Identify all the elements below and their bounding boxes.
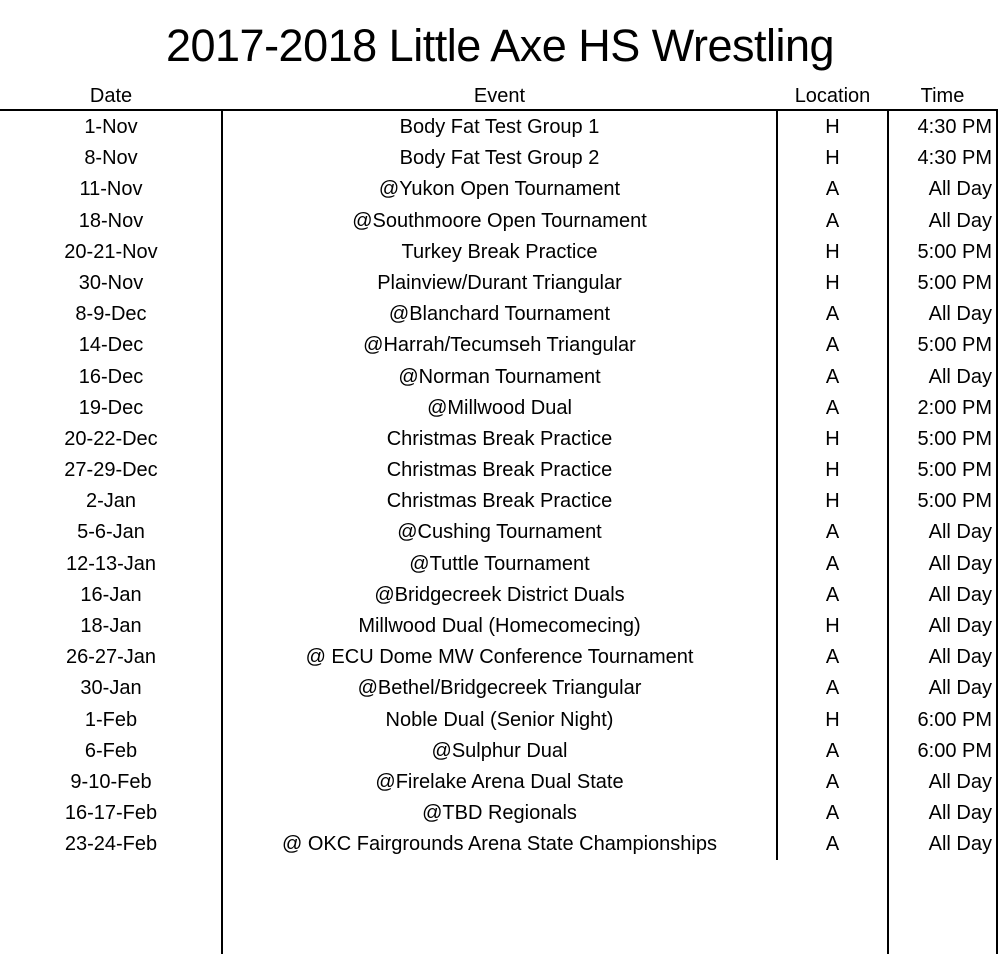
cell-event: @Yukon Open Tournament xyxy=(378,178,621,201)
schedule-table-body xyxy=(0,112,1000,861)
cell-location: A xyxy=(825,552,840,575)
table-row xyxy=(0,206,1000,237)
cell-location: H xyxy=(825,116,840,138)
cell-time: 5:00 PM xyxy=(917,240,992,263)
cell-event: @Bridgecreek District Duals xyxy=(374,583,625,606)
cell-event: @ OKC Fairgrounds Arena State Championships xyxy=(282,833,717,856)
cell-event: Christmas Break Practice xyxy=(386,490,613,513)
cell-time: 5:00 PM xyxy=(917,271,992,294)
cell-time: All Day xyxy=(928,209,992,232)
cell-event: @Cushing Tournament xyxy=(397,521,602,544)
cell-date: 16-Dec xyxy=(78,365,144,388)
cell-time: 6:00 PM xyxy=(917,739,992,762)
cell-event: @TBD Regionals xyxy=(422,802,577,825)
cell-time: All Day xyxy=(928,583,992,606)
cell-event: @Tuttle Tournament xyxy=(409,552,590,575)
cell-time: All Day xyxy=(928,521,992,544)
cell-date: 20-21-Nov xyxy=(64,240,158,263)
cell-date: 16-17-Feb xyxy=(64,802,158,825)
cell-time: All Day xyxy=(928,178,992,201)
table-row xyxy=(0,237,1000,268)
table-row xyxy=(0,673,1000,704)
page-title: 2017-2018 Little Axe HS Wrestling xyxy=(165,20,835,71)
cell-event: Body Fat Test Group 2 xyxy=(399,147,600,170)
cell-date: 1-Feb xyxy=(84,708,138,731)
table-row xyxy=(0,393,1000,424)
cell-date: 12-13-Jan xyxy=(65,552,157,575)
cell-location: A xyxy=(825,396,840,419)
cell-location: A xyxy=(825,802,840,825)
cell-date: 6-Feb xyxy=(84,739,138,762)
cell-date: 30-Jan xyxy=(80,677,142,700)
cell-time: All Day xyxy=(928,833,992,856)
cell-time: 2:00 PM xyxy=(917,396,992,419)
cell-time: 5:00 PM xyxy=(917,490,992,513)
cell-time: All Day xyxy=(928,677,992,700)
cell-date: 18-Nov xyxy=(78,209,144,232)
table-row xyxy=(0,268,1000,299)
cell-date: 5-6-Jan xyxy=(77,521,145,544)
cell-location: A xyxy=(825,334,840,357)
cell-event: Turkey Break Practice xyxy=(401,240,598,263)
cell-date: 8-9-Dec xyxy=(75,303,147,326)
cell-location: H xyxy=(825,271,840,294)
cell-time: 4:30 PM xyxy=(917,147,992,170)
table-row xyxy=(0,736,1000,767)
cell-location: A xyxy=(825,178,840,201)
cell-event: Millwood Dual (Homecomecing) xyxy=(358,615,641,637)
cell-date: 23-24-Feb xyxy=(64,833,158,856)
cell-location: H xyxy=(825,708,840,731)
cell-date: 2-Jan xyxy=(85,490,137,513)
cell-time: 6:00 PM xyxy=(917,708,992,731)
table-row xyxy=(0,798,1000,829)
cell-date: 11-Nov xyxy=(79,178,143,201)
cell-event: @Blanchard Tournament xyxy=(388,303,611,326)
cell-time: All Day xyxy=(928,303,992,326)
cell-location: H xyxy=(825,147,840,170)
cell-date: 1-Nov xyxy=(84,116,138,138)
cell-date: 30-Nov xyxy=(78,271,144,294)
cell-event: @Millwood Dual xyxy=(427,396,572,419)
table-row xyxy=(0,829,1000,860)
cell-event: Christmas Break Practice xyxy=(386,459,613,482)
cell-date: 14-Dec xyxy=(78,334,144,357)
cell-time: All Day xyxy=(928,802,992,825)
table-row xyxy=(0,362,1000,393)
table-row xyxy=(0,580,1000,611)
cell-time: 5:00 PM xyxy=(917,334,992,357)
cell-location: H xyxy=(825,459,840,482)
cell-date: 19-Dec xyxy=(78,396,144,419)
cell-location: H xyxy=(825,490,840,513)
cell-time: 5:00 PM xyxy=(917,459,992,482)
cell-date: 27-29-Dec xyxy=(64,459,158,482)
cell-event: Noble Dual (Senior Night) xyxy=(385,708,614,731)
column-header-event: Event xyxy=(473,85,526,107)
cell-event: Body Fat Test Group 1 xyxy=(399,116,600,138)
cell-location: H xyxy=(825,240,840,263)
cell-location: A xyxy=(825,677,840,700)
cell-location: A xyxy=(825,739,840,762)
cell-event: @ ECU Dome MW Conference Tournament xyxy=(305,646,694,669)
cell-location: A xyxy=(825,583,840,606)
cell-date: 16-Jan xyxy=(80,583,142,606)
cell-location: A xyxy=(825,646,840,669)
table-row xyxy=(0,143,1000,174)
table-row xyxy=(0,611,1000,642)
cell-date: 9-10-Feb xyxy=(70,770,152,793)
cell-event: @Firelake Arena Dual State xyxy=(375,770,624,793)
cell-event: @Southmoore Open Tournament xyxy=(352,209,647,232)
table-row xyxy=(0,330,1000,361)
column-header-time: Time xyxy=(920,85,965,107)
table-row xyxy=(0,705,1000,736)
table-row xyxy=(0,642,1000,673)
column-header-location: Location xyxy=(794,85,871,107)
header-divider xyxy=(0,109,998,111)
table-row xyxy=(0,517,1000,548)
cell-time: All Day xyxy=(928,615,992,637)
cell-date: 20-22-Dec xyxy=(64,427,158,450)
cell-location: A xyxy=(825,303,840,326)
cell-event: Plainview/Durant Triangular xyxy=(377,271,622,294)
table-row xyxy=(0,112,1000,143)
column-header-date: Date xyxy=(89,85,133,107)
table-row xyxy=(0,174,1000,205)
table-row xyxy=(0,767,1000,798)
table-row xyxy=(0,424,1000,455)
cell-location: A xyxy=(825,833,840,856)
cell-event: @Sulphur Dual xyxy=(431,739,568,762)
cell-location: A xyxy=(825,209,840,232)
cell-time: All Day xyxy=(928,552,992,575)
cell-location: H xyxy=(825,427,840,450)
cell-location: H xyxy=(825,615,840,637)
cell-time: All Day xyxy=(928,365,992,388)
cell-location: A xyxy=(825,521,840,544)
cell-date: 8-Nov xyxy=(84,147,138,170)
cell-time: 4:30 PM xyxy=(917,116,992,138)
cell-time: All Day xyxy=(928,770,992,793)
table-row xyxy=(0,299,1000,330)
table-header xyxy=(0,82,1000,110)
table-row xyxy=(0,549,1000,580)
table-row xyxy=(0,486,1000,517)
cell-event: @Norman Tournament xyxy=(398,365,601,388)
cell-time: All Day xyxy=(928,646,992,669)
cell-time: 5:00 PM xyxy=(917,427,992,450)
cell-date: 26-27-Jan xyxy=(65,646,157,669)
cell-location: A xyxy=(825,365,840,388)
cell-location: A xyxy=(825,770,840,793)
table-row xyxy=(0,455,1000,486)
cell-date: 18-Jan xyxy=(80,615,142,637)
cell-event: Christmas Break Practice xyxy=(386,427,613,450)
cell-event: @Bethel/Bridgecreek Triangular xyxy=(357,677,642,700)
cell-event: @Harrah/Tecumseh Triangular xyxy=(363,334,636,357)
